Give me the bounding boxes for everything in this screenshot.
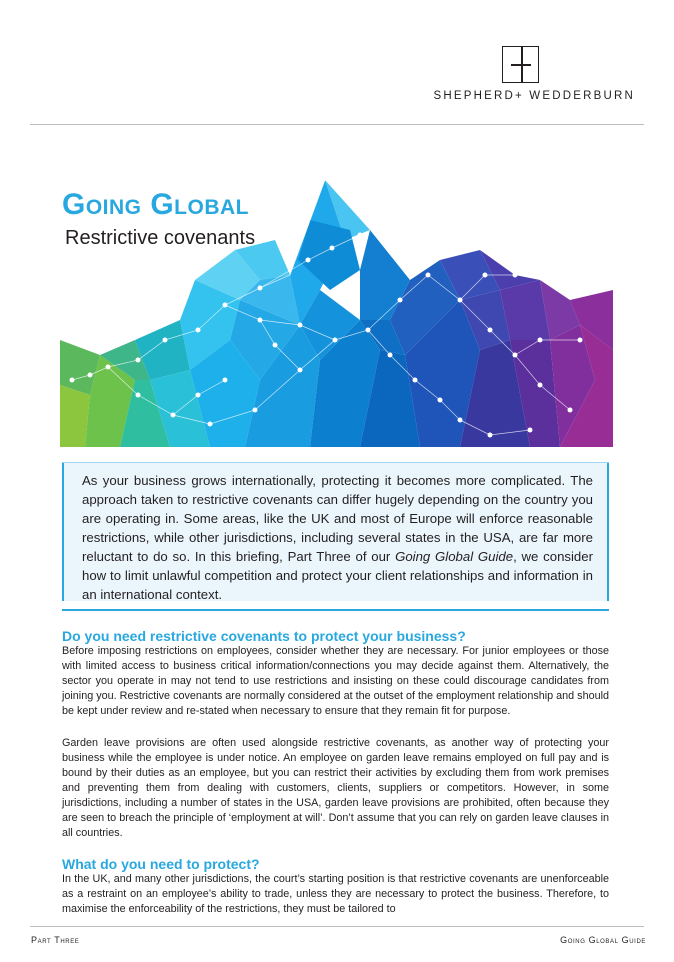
intro-text-emphasis: Going Global Guide [395,549,514,564]
section-heading: Do you need restrictive covenants to protect your business? [62,628,466,644]
intro-text-part2: , we consider how to limit unlawful competition and protect your client relationships and information in an international context. [82,549,593,602]
footer-divider [30,926,644,927]
footer-part-label: Part Three [31,935,80,945]
header-divider [30,124,644,125]
document-title: Going Global [62,188,249,221]
footer-guide-label: Going Global Guide [560,935,646,945]
section-paragraph: Before imposing restrictions on employees, consider whether they are necessary. For junior employees or those with limited access to business critical information/connections you may decide against them. Alternatively, the sector you operate in may not tend to use restrictions and insisting on these could discourage candidates from joining you. Restrictive covenants are normally considered at the outset of the employment relationship and should be kept under review and re-stated when necessary to ensure that they remain fit for purpose. [62,645,609,717]
section-heading: What do you need to protect? [62,856,260,872]
section-paragraph: Garden leave provisions are often used alongside restrictive covenants, as another way of protecting your business while the employee is under notice. An employee on garden leave remains employed on full pay and is bound by their duties as an employee, but you can restrict their activities by excluding them from work premises and preventing them from dealing with customers, clients, suppliers or competitors. However, in some jurisdictions, including a number of states in the USA, garden leave provisions are prohibited, often because they are seen to breach the principle of ‘employment at will’. Don’t assume that you can rely on garden leave clauses in all countries. [62,737,609,839]
logo-mark [502,46,539,83]
intro-box [62,463,609,601]
logo-text: SHEPHERD+ WEDDERBURN [433,90,635,102]
intro-text [82,471,593,604]
document-subtitle: Restrictive covenants [65,227,256,249]
intro-text-part1: As your business grows internationally, protecting it becomes more complicated. The approach taken to restrictive covenants can differ hugely depending on the country you are operating in. Some areas, like the UK and most of Europe will enforce reasonable restrictions, while other jurisdictions, including several states in the USA, are far more reluctant to do so. In this briefing, Part Three of our [82,473,593,564]
section-paragraph: In the UK, and many other jurisdictions, the court’s starting position is that restrictive covenants are unenforceable as a restraint on an employee’s ability to trade, unless they are necessary to protect the business. Therefore, to maximise the enforceability of the restrictions, they must be tailored to [62,873,609,915]
intro-bottom-border [62,609,609,611]
